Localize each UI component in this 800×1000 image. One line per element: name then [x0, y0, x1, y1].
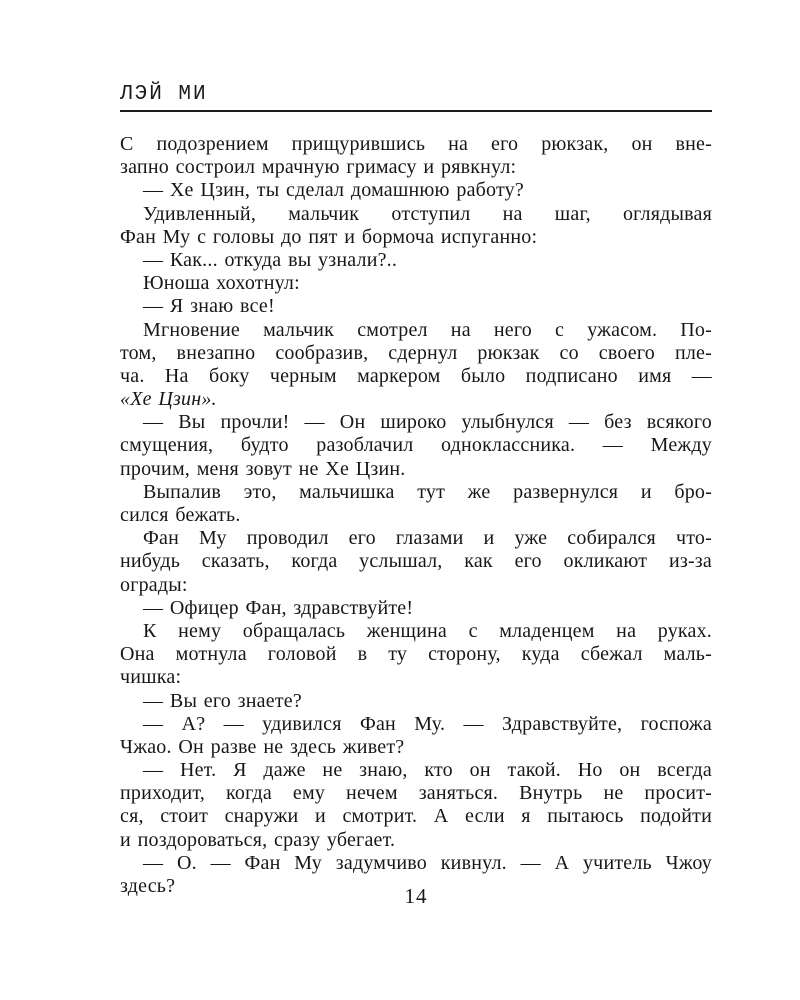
text-line: Выпалив это, мальчишка тут же развернулся и бро-: [143, 480, 712, 503]
text-line: ся, стоит снаружи и смотрит. А если я пытаюсь подойти: [120, 805, 712, 828]
page-number: 14: [404, 884, 428, 908]
text-line: сился бежать.: [120, 504, 241, 526]
text-line: — О. — Фан Му задумчиво кивнул. — А учитель Чжоу: [143, 851, 712, 874]
text-line: здесь?: [120, 875, 176, 897]
text-line: «Хе Цзин».: [120, 388, 217, 411]
text-line: — Офицер Фан, здравствуйте!: [143, 596, 414, 619]
text-line: ограды:: [120, 573, 188, 596]
text-line: Чжао. Он разве не здесь живет?: [120, 735, 405, 758]
text-line: том, внезапно сообразив, сдернул рюкзак со своего пле-: [120, 341, 712, 364]
text-line: запно состроил мрачную гримасу и рявкнул:: [120, 156, 517, 179]
text-line: Мгновение мальчик смотрел на него с ужасом. По-: [143, 318, 712, 341]
text-line: — Я знаю все!: [143, 295, 275, 318]
author-name: ЛЭЙ МИ: [120, 83, 208, 106]
page-number-area: [120, 884, 712, 909]
text-line: Фан Му с головы до пят и бормоча испуганно:: [120, 225, 538, 248]
book-page: [120, 83, 712, 898]
text-line: Фан Му проводил его глазами и уже собирался что-: [143, 527, 712, 550]
text-line: — Хе Цзин, ты сделал домашнюю работу?: [143, 179, 524, 202]
text-line: ча. На боку черным маркером было подписано имя —: [120, 364, 712, 387]
text-line: — Нет. Я даже не знаю, кто он такой. Но он всегда: [143, 759, 712, 782]
text-line: прочим, меня зовут не Хе Цзин.: [120, 457, 406, 480]
text-line: Она мотнула головой в ту сторону, куда сбежал маль-: [120, 643, 712, 666]
text-line: нибудь сказать, когда услышал, как его окликают из-за: [120, 550, 712, 573]
text-line: — Вы прочли! — Он широко улыбнулся — без всякого: [143, 411, 712, 434]
text-line: Юноша хохотнул:: [143, 272, 300, 295]
text-line: — Как... откуда вы узнали?..: [143, 248, 398, 271]
running-head: [120, 83, 712, 112]
text-line: С подозрением прищурившись на его рюкзак, он вне-: [120, 133, 712, 155]
text-line: — Вы его знаете?: [143, 689, 302, 712]
text-line: — А? — удивился Фан Му. — Здравствуйте, госпожа: [143, 712, 712, 735]
page-text: [120, 133, 712, 898]
text-line: приходит, когда ему нечем заняться. Внутрь не просит-: [120, 782, 712, 805]
text-line: и поздороваться, сразу убегает.: [120, 828, 396, 851]
text-line: смущения, будто разоблачил одноклассника. — Между: [120, 434, 712, 457]
text-line: Удивленный, мальчик отступил на шаг, оглядывая: [143, 202, 712, 225]
text-line: К нему обращалась женщина с младенцем на руках.: [143, 619, 712, 642]
text-line: чишка:: [120, 666, 182, 689]
